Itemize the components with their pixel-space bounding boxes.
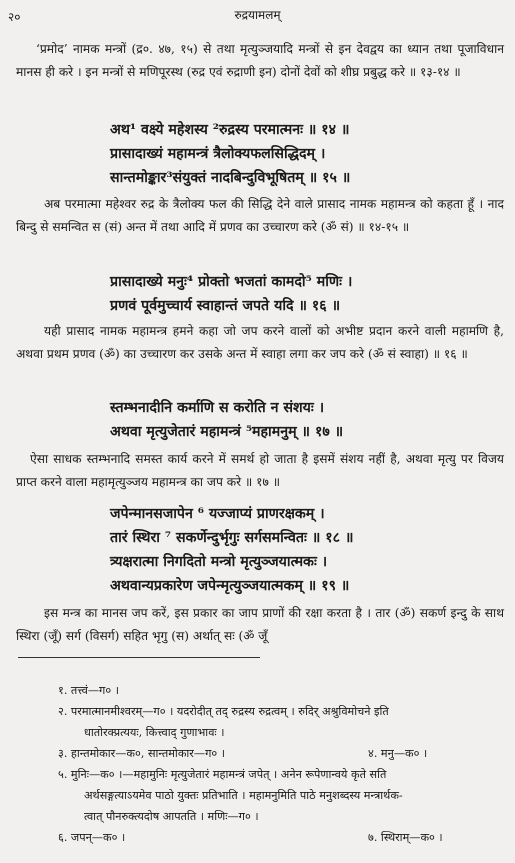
paragraph-2: अब परमात्मा महेश्वर रुद्र के त्रैलोक्य फल की सिद्धि देने वाले प्रासाद नामक महामन्त्र को कहता हूँ । नाद बिन्दु से समन्वित स (सं) अन्त में तथा आदि में प्रणव का उच्चारण करे (ॐ सं) ॥ १४-१५ ॥	[16, 197, 504, 234]
paragraph-5: इस मन्त्र का मानस जप करें, इस प्रकार का जाप प्राणों की रक्षा करता है । तार (ॐ) सकर्ण इन्दु के साथ स्थिरा (जूँ) सर्ग (विसर्ग) सहित भृगु (स) अर्थात् सः (ॐ जूँ	[16, 606, 504, 643]
page-title: रुद्रयामलम्	[234, 8, 281, 22]
footnote: ५. मुनिः—क० ।—महामुनिः मृत्युजेतारं महामन्त्रं जपेत् । अनेन रूपेणान्वये कृते सति	[58, 768, 387, 781]
footnotes	[58, 680, 508, 848]
page-header	[0, 6, 515, 26]
verse-line: स्तम्भनादीनि कर्माणि स करोति न संशयः ।	[110, 400, 325, 416]
verse-line: अथवान्यप्रकारेण जपेन्मृत्युञ्जयात्मकम् ॥ १९ ॥	[110, 578, 350, 594]
verse-block-1	[110, 118, 510, 190]
verse-line: जपेन्मानसजापेन ⁶ यज्जाप्यं प्राणरक्षकम् ।	[110, 506, 325, 522]
footnote-row	[58, 827, 508, 848]
verse-line: प्रणवं पूर्वमुच्चार्य स्वाहान्तं जपते यदि ॥ १६ ॥	[110, 298, 341, 314]
footnote-continuation: अर्थसङ्गत्याऽयमेव पाठो युक्तः प्रतिभाति । महामनुमिति पाठे मनुशब्दस्य मन्त्रार्थक-	[84, 789, 403, 802]
verse-line: त्र्यक्षरात्मा निगदितो मन्त्रो मृत्युञ्जयात्मकः ।	[110, 554, 328, 570]
verse-line: प्रासादाख्ये मनुः⁴ प्रोक्तो भजतां कामदो⁵ मणिः ।	[110, 274, 353, 290]
verse-line: सान्तमोङ्कार³संयुक्तं नादबिन्दुविभूषितम् ॥ १५ ॥	[110, 170, 351, 186]
paragraph-1: ‘प्रमोद’ नामक मन्त्रों (द्र०. ४७, १५) से तथा मृत्युञ्जयादि मन्त्रों से इन देवद्वय का ध्यान तथा पूजाविधान मानस ही करे । इन मन्त्रों से मणिपूरस्थ (रुद्र एवं रुद्राणी इन) दोनों देवों को शीघ्र प्रबुद्ध करे ॥ १३-१४ ॥	[16, 42, 504, 79]
verse-line: तारं स्थिरा ⁷ सकर्णेन्दुर्भृगुः सर्गसमन्वितः ॥ १८ ॥	[110, 530, 354, 546]
footnote: १. तत्त्वं—ग० ।	[58, 684, 119, 697]
page-number: २०	[8, 10, 21, 24]
paragraph-3: यही प्रासाद नामक महामन्त्र हमने कहा जो जप करने वालों को अभीष्ट प्रदान करने वाली महामणि है, अथवा प्रथम प्रणव (ॐ) का उच्चारण कर उसके अन्त में स्वाहा लगा कर जप करे (ॐ सं स्वाहा) ॥ १६ ॥	[16, 324, 504, 361]
verse-line: अथवा मृत्युजेतारं महामन्त्रं ⁵महामनुम् ॥ १७ ॥	[110, 424, 344, 440]
verse-block-3	[110, 396, 510, 444]
footnote-continuation: त्वात् पौनरुक्त्यदोष आपतति । मणिः—ग० ।	[84, 810, 259, 823]
footnote: ७. स्थिराम्—क० ।	[368, 831, 443, 844]
footnote: ४. मनु—क० ।	[368, 747, 428, 760]
footnote: २. परमात्मानमीश्वरम्—ग० । यदरोदीत् तद् रुद्रस्य रुद्रत्वम् । रुदिर् अश्रुविमोचने इति	[58, 705, 389, 718]
verse-line: प्रासादाख्यं महामन्त्रं त्रैलोक्यफलसिद्धिदम् ।	[110, 146, 326, 162]
verse-block-2	[110, 270, 510, 318]
footnote-row	[58, 743, 508, 764]
footnote-continuation: धातोरक्प्रत्ययः, कित्त्वाद् गुणाभावः ।	[84, 726, 225, 739]
verse-line: अथ¹ वक्ष्ये महेशस्य ²रुद्रस्य परमात्मनः ॥ १४ ॥	[110, 122, 350, 138]
footnote: ३. हान्तमोकार—क०, सान्तमोकार—ग० ।	[58, 747, 225, 760]
footnote-divider	[18, 657, 260, 658]
footnote: ६. जपन्—क० ।	[58, 831, 126, 844]
verse-block-4	[110, 502, 510, 598]
paragraph-4: ऐसा साधक स्तम्भनादि समस्त कार्य करने में समर्थ हो जाता है इसमें संशय नहीं है, अथवा मृत्यु पर विजय प्राप्त करने वाला महामृत्युञ्जय महामन्त्र का जप करे ॥ १७ ॥	[16, 452, 504, 489]
